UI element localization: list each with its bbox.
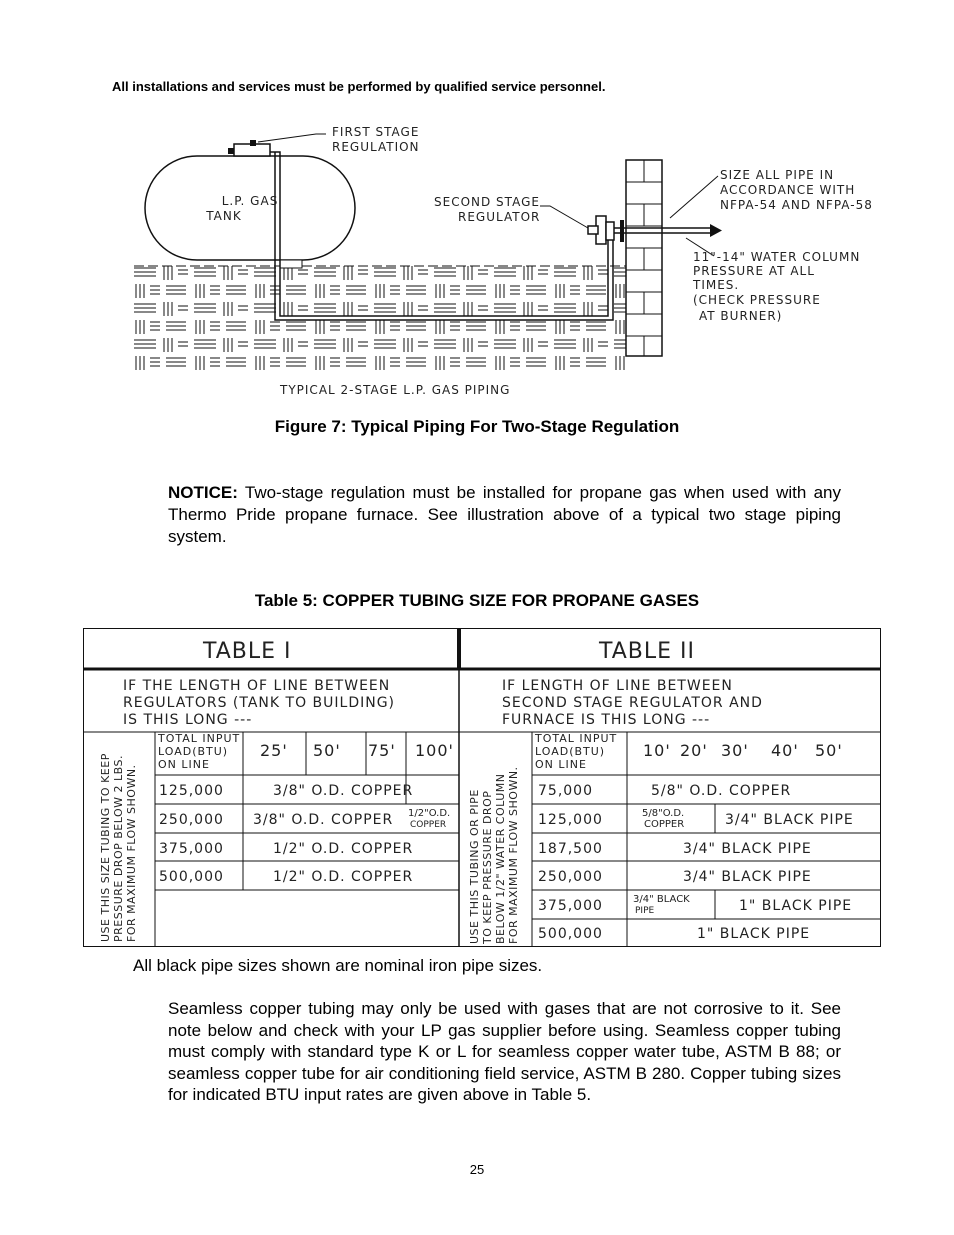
label-first-stage-2: REGULATION — [332, 140, 420, 154]
black-pipe-note: All black pipe sizes shown are nominal iron pipe sizes. — [133, 956, 543, 975]
table2-row-alt: PIPE — [635, 906, 655, 916]
table2-row-size: 3/4" BLACK PIPE — [725, 812, 854, 828]
table2-length: 30' — [721, 741, 749, 760]
table2-desc-2: SECOND STAGE REGULATOR AND — [502, 695, 763, 711]
table2-row-load: 187,500 — [538, 841, 603, 857]
table1-load-3: ON LINE — [158, 758, 210, 771]
table1-side-2: PRESSURE DROP BELOW 2 LBS. — [112, 755, 125, 942]
label-first-stage: FIRST STAGE — [332, 125, 420, 139]
table2-row-alt: 5/8"O.D. — [642, 808, 685, 819]
table2-row-size: 1" BLACK PIPE — [739, 898, 853, 914]
label-water-column: 11"-14" WATER COLUMN — [693, 250, 861, 264]
table1-row-size: 3/8" O.D. COPPER — [253, 812, 394, 828]
table2-row-size: 3/4" BLACK PIPE — [683, 869, 812, 885]
table1-row-load: 125,000 — [159, 783, 224, 799]
arrow-icon — [710, 224, 722, 237]
table2-load-2: LOAD(BTU) — [535, 745, 606, 758]
table1-desc-2: REGULATORS (TANK TO BUILDING) — [123, 695, 396, 711]
table2-row-size: 5/8" O.D. COPPER — [651, 783, 792, 799]
ground-hatch — [134, 266, 628, 372]
table1-row-load: 375,000 — [159, 841, 224, 857]
label-water-column-4: (CHECK PRESSURE — [693, 293, 821, 307]
table2-length: 50' — [815, 741, 843, 760]
table2-length: 40' — [771, 741, 799, 760]
table2-row-load: 500,000 — [538, 926, 603, 942]
table1-row-size: 1/2" O.D. COPPER — [273, 841, 414, 857]
table2-row-alt: 3/4" BLACK — [633, 894, 690, 905]
table2-side-4: FOR MAXIMUM FLOW SHOWN. — [507, 766, 520, 944]
notice-text: Two-stage regulation must be installed for propane gas when used with any Thermo Pride propane furnace. See illustration above of a typical two stage piping system. — [168, 483, 841, 546]
table1-row-size: 3/8" O.D. COPPER — [273, 783, 414, 799]
table2-length: 20' — [680, 741, 708, 760]
table2-row-load: 375,000 — [538, 898, 603, 914]
table2-side-3: BELOW 1/2" WATER COLUMN — [494, 773, 507, 944]
table1-row-alt: COPPER — [410, 820, 447, 830]
label-second-stage-2: REGULATOR — [458, 210, 541, 224]
label-tank: L.P. GAS — [221, 194, 279, 208]
table1-row-alt: 1/2"O.D. — [408, 808, 451, 819]
table2-title: TABLE II — [599, 639, 695, 664]
notice-label: NOTICE: — [168, 483, 238, 502]
label-water-column-3: TIMES. — [693, 278, 740, 292]
table1-row-load: 500,000 — [159, 869, 224, 885]
table1-desc-3: IS THIS LONG --- — [123, 712, 253, 728]
table1-load-1: TOTAL INPUT — [158, 732, 241, 745]
table2-row-size: 1" BLACK PIPE — [697, 926, 811, 942]
table1-row-load: 250,000 — [159, 812, 224, 828]
table2-row-load: 250,000 — [538, 869, 603, 885]
figure-caption: Figure 7: Typical Piping For Two-Stage Regulation — [274, 417, 680, 436]
table2-row-load: 125,000 — [538, 812, 603, 828]
table2-row-size: 3/4" BLACK PIPE — [683, 841, 812, 857]
piping-diagram — [130, 120, 900, 405]
table2-side-2: TO KEEP PRESSURE DROP — [481, 790, 494, 944]
label-size-pipe: SIZE ALL PIPE IN — [720, 168, 835, 182]
table2-load-1: TOTAL INPUT — [535, 732, 618, 745]
table1-load-2: LOAD(BTU) — [158, 745, 229, 758]
table1-title: TABLE I — [203, 639, 292, 664]
table1-desc-1: IF THE LENGTH OF LINE BETWEEN — [123, 678, 391, 694]
table2-desc-3: FURNACE IS THIS LONG --- — [502, 712, 711, 728]
table1-length: 100' — [415, 741, 454, 760]
table1-length: 25' — [260, 741, 288, 760]
seamless-copper-paragraph: Seamless copper tubing may only be used with gases that are not corrosive to it. See note below and check with your LP gas supplier before using. Seamless copper tubing must comply with standard type K or L for seamless copper water tube, ASTM B 88; or seamless copper tube for air conditioning field service, ASTM B 280. Copper tubing sizes for indicated BTU input rates are given above in Table 5. — [168, 999, 841, 1104]
label-water-column-5: AT BURNER) — [699, 309, 783, 323]
table2-load-3: ON LINE — [535, 758, 587, 771]
table1-side-3: FOR MAXIMUM FLOW SHOWN. — [125, 764, 138, 942]
table2-row-alt: COPPER — [644, 819, 685, 830]
table1-row-size: 1/2" O.D. COPPER — [273, 869, 414, 885]
label-second-stage: SECOND STAGE — [434, 195, 540, 209]
label-size-pipe-3: NFPA-54 AND NFPA-58 — [720, 198, 873, 212]
header-notice: All installations and services must be performed by qualified service personnel. — [112, 79, 606, 94]
label-size-pipe-2: ACCORDANCE WITH — [720, 183, 856, 197]
table2-row-load: 75,000 — [538, 783, 593, 799]
table-caption: Table 5: COPPER TUBING SIZE FOR PROPANE GASES — [254, 591, 700, 610]
table2-length: 10' — [643, 741, 671, 760]
table1-length: 50' — [313, 741, 341, 760]
label-typical-piping: TYPICAL 2-STAGE L.P. GAS PIPING — [280, 383, 511, 397]
page-number: 25 — [469, 1162, 485, 1177]
table1-side-1: USE THIS SIZE TUBING TO KEEP — [99, 753, 112, 942]
copper-tubing-table — [83, 628, 883, 950]
table1-length: 75' — [368, 741, 396, 760]
table2-side-1: USE THIS TUBING OR PIPE — [468, 789, 481, 944]
table2-desc-1: IF LENGTH OF LINE BETWEEN — [502, 678, 733, 694]
notice-paragraph — [168, 482, 841, 548]
label-tank-2: TANK — [206, 209, 242, 223]
label-water-column-2: PRESSURE AT ALL — [693, 264, 815, 278]
building-wall — [626, 160, 662, 356]
